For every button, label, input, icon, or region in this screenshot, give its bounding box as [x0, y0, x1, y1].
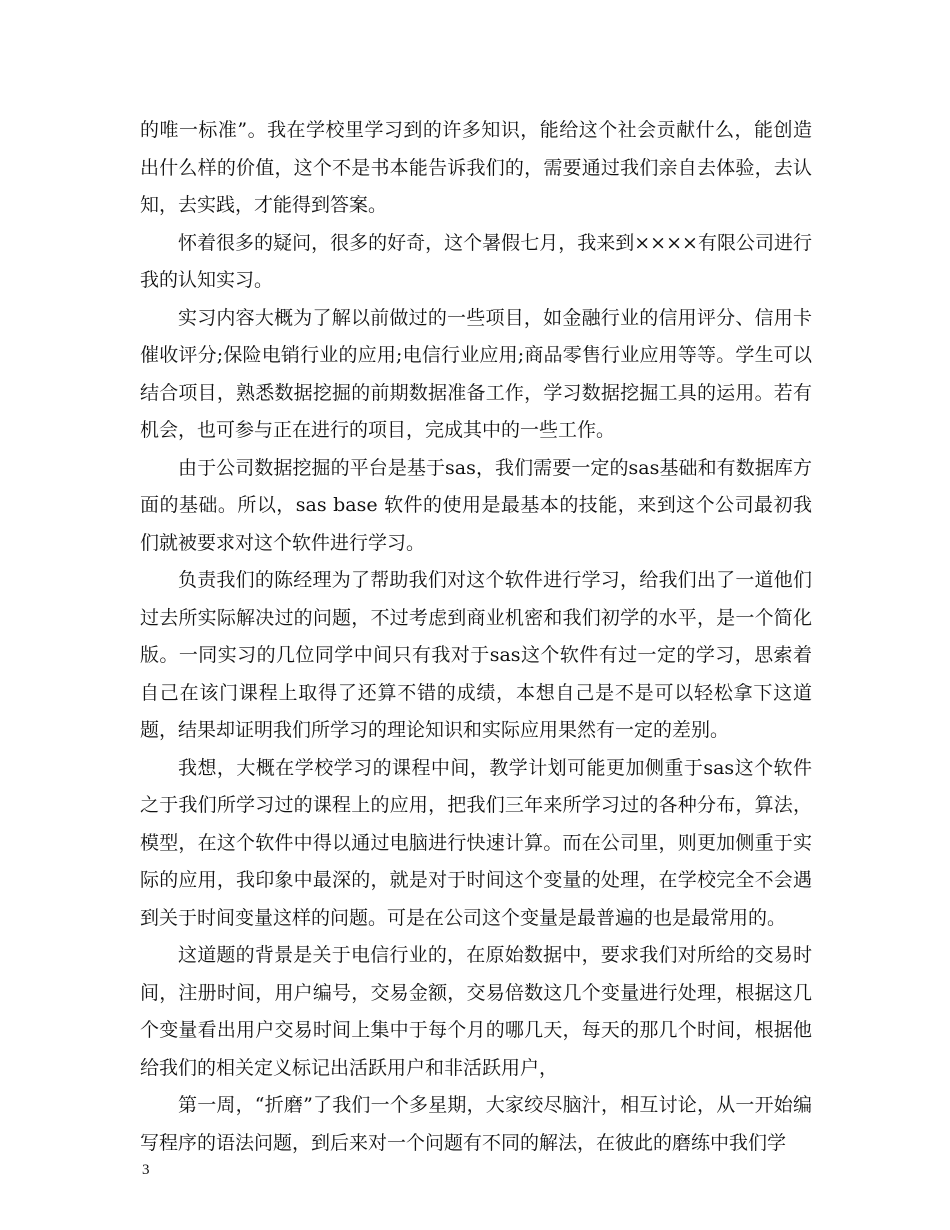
paragraph-4: 由于公司数据挖掘的平台是基于sas，我们需要一定的sas基础和有数据库方面的基础。所以，sas base 软件的使用是最基本的技能，来到这个公司最初我们就被要求对这个软件进行学习。 — [140, 456, 812, 554]
paragraph-5: 负责我们的陈经理为了帮助我们对这个软件进行学习，给我们出了一道他们过去所实际解决过的问题，不过考虑到商业机密和我们初学的水平，是一个简化版。一同实习的几位同学中间只有我对于sas这个软件有过一定的学习，思索着自己在该门课程上取得了还算不错的成绩，本想自己是不是可以轻松拿下这道题，结果却证明我们所学习的理论知识和实际应用果然有一定的差别。 — [140, 569, 812, 741]
paragraph-3: 实习内容大概为了解以前做过的一些项目，如金融行业的信用评分、信用卡催收评分;保险电销行业的应用;电信行业应用;商品零售行业应用等等。学生可以结合项目，熟悉数据挖掘的前期数据准备工作，学习数据挖掘工具的运用。若有机会，也可参与正在进行的项目，完成其中的一些工作。 — [140, 306, 812, 441]
paragraph-1: 的唯一标准”。我在学校里学习到的许多知识，能给这个社会贡献什么，能创造出什么样的价值，这个不是书本能告诉我们的，需要通过我们亲自去体验，去认知，去实践，才能得到答案。 — [140, 119, 812, 216]
paragraph-6: 我想，大概在学校学习的课程中间，教学计划可能更加侧重于sas这个软件之于我们所学习过的课程上的应用，把我们三年来所学习过的各种分布，算法，模型，在这个软件中得以通过电脑进行快速计算。而在公司里，则更加侧重于实际的应用，我印象中最深的，就是对于时间这个变量的处理，在学校完全不会遇到关于时间变量这样的问题。可是在公司这个变量是最普遍的也是最常用的。 — [140, 756, 812, 929]
paragraph-8: 第一周，“折磨”了我们一个多星期，大家绞尽脑汁，相互讨论，从一开始编写程序的语法问题，到后来对一个问题有不同的解法，在彼此的磨练中我们学 — [140, 1094, 812, 1154]
page-number: 3 — [142, 1162, 150, 1178]
paragraph-7: 这道题的背景是关于电信行业的，在原始数据中，要求我们对所给的交易时间，注册时间，用户编号，交易金额，交易倍数这几个变量进行处理，根据这几个变量看出用户交易时间上集中于每个月的哪几天，每天的那几个时间，根据他给我们的相关定义标记出活跃用户和非活跃用户， — [140, 944, 812, 1079]
body-text — [140, 112, 812, 1162]
paragraph-2: 怀着很多的疑问，很多的好奇，这个暑假七月，我来到××××有限公司进行我的认知实习。 — [140, 231, 812, 291]
